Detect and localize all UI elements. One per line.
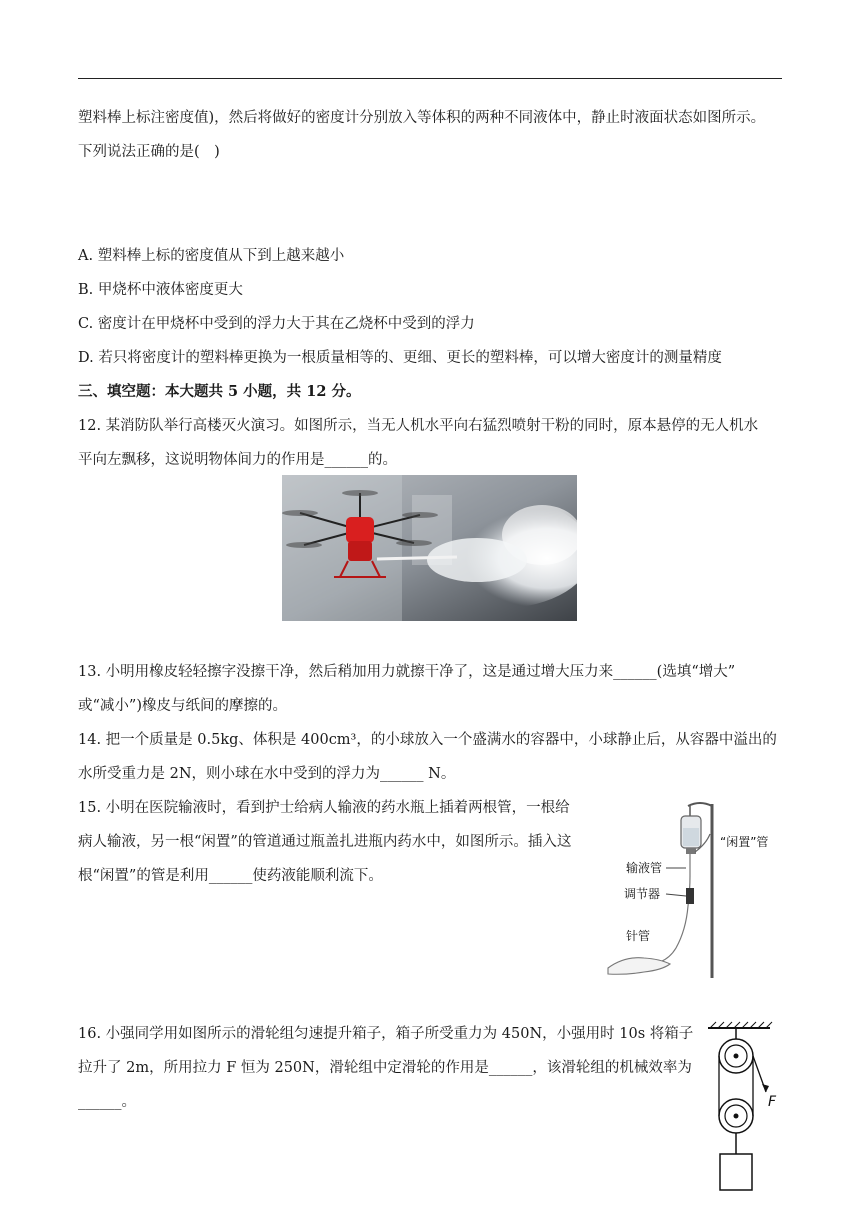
- q14-line2: 水所受重力是 2N，则小球在水中受到的浮力为______ N。: [78, 766, 456, 782]
- q11-option-a[interactable]: A. 塑料棒上标的密度值从下到上越来越小: [78, 248, 345, 264]
- pulley-figure: [700, 1020, 786, 1196]
- q11-option-c[interactable]: C. 密度计在甲烧杯中受到的浮力大于其在乙烧杯中受到的浮力: [78, 316, 475, 332]
- q12-line1: 12. 某消防队举行高楼灭火演习。如图所示，当无人机水平向右猛烈喷射干粉的同时，原本悬停的无人机水: [78, 418, 759, 434]
- q11-option-b[interactable]: B. 甲烧杯中液体密度更大: [78, 282, 243, 298]
- fig-label-idle-tube: “闲置”管: [720, 835, 769, 849]
- q15-line1: 15. 小明在医院输液时，看到护士给病人输液的药水瓶上插着两根管，一根给: [78, 800, 570, 816]
- iv-drip-figure: [604, 800, 786, 982]
- q15-line2: 病人输液，另一根“闲置”的管道通过瓶盖扎进瓶内药水中，如图所示。插入这: [78, 834, 572, 850]
- section3-heading: 三、填空题：本大题共 5 小题，共 12 分。: [78, 383, 361, 400]
- q12-line2: 平向左飘移，这说明物体间力的作用是______的。: [78, 452, 397, 468]
- q11-option-d[interactable]: D. 若只将密度计的塑料棒更换为一根质量相等的、更细、更长的塑料棒，可以增大密度计的测量精度: [78, 350, 722, 366]
- drone-photo: [282, 475, 577, 621]
- fig-label-force: F: [768, 1094, 777, 1110]
- fig-label-regulator: 调节器: [624, 887, 661, 901]
- q15-line3: 根“闲置”的管是利用______使药液能顺利流下。: [78, 868, 383, 884]
- q11-stem-line1: 塑料棒上标注密度值)，然后将做好的密度计分别放入等体积的两种不同液体中，静止时液面状态如图所示。: [78, 110, 766, 126]
- q16-line1: 16. 小强同学用如图所示的滑轮组匀速提升箱子，箱子所受重力为 450N，小强用时 10s 将箱子: [78, 1026, 694, 1042]
- q16-line3: ______。: [78, 1094, 136, 1110]
- q14-line1: 14. 把一个质量是 0.5kg、体积是 400cm³，的小球放入一个盛满水的容器中，小球静止后，从容器中溢出的: [78, 732, 777, 748]
- fig-label-needle: 针管: [626, 929, 651, 943]
- fig-label-infusion-tube: 输液管: [626, 861, 663, 875]
- header-rule: [78, 78, 782, 79]
- q16-line2: 拉升了 2m，所用拉力 F 恒为 250N，滑轮组中定滑轮的作用是______，该滑轮组的机械效率为: [78, 1060, 692, 1076]
- q13-line2: 或“减小”)橡皮与纸间的摩擦的。: [78, 698, 287, 714]
- q11-stem-line2: 下列说法正确的是( ): [78, 144, 220, 160]
- q13-line1: 13. 小明用橡皮轻轻擦字没擦干净，然后稍加用力就擦干净了，这是通过增大压力来______(选填“增大”: [78, 664, 736, 680]
